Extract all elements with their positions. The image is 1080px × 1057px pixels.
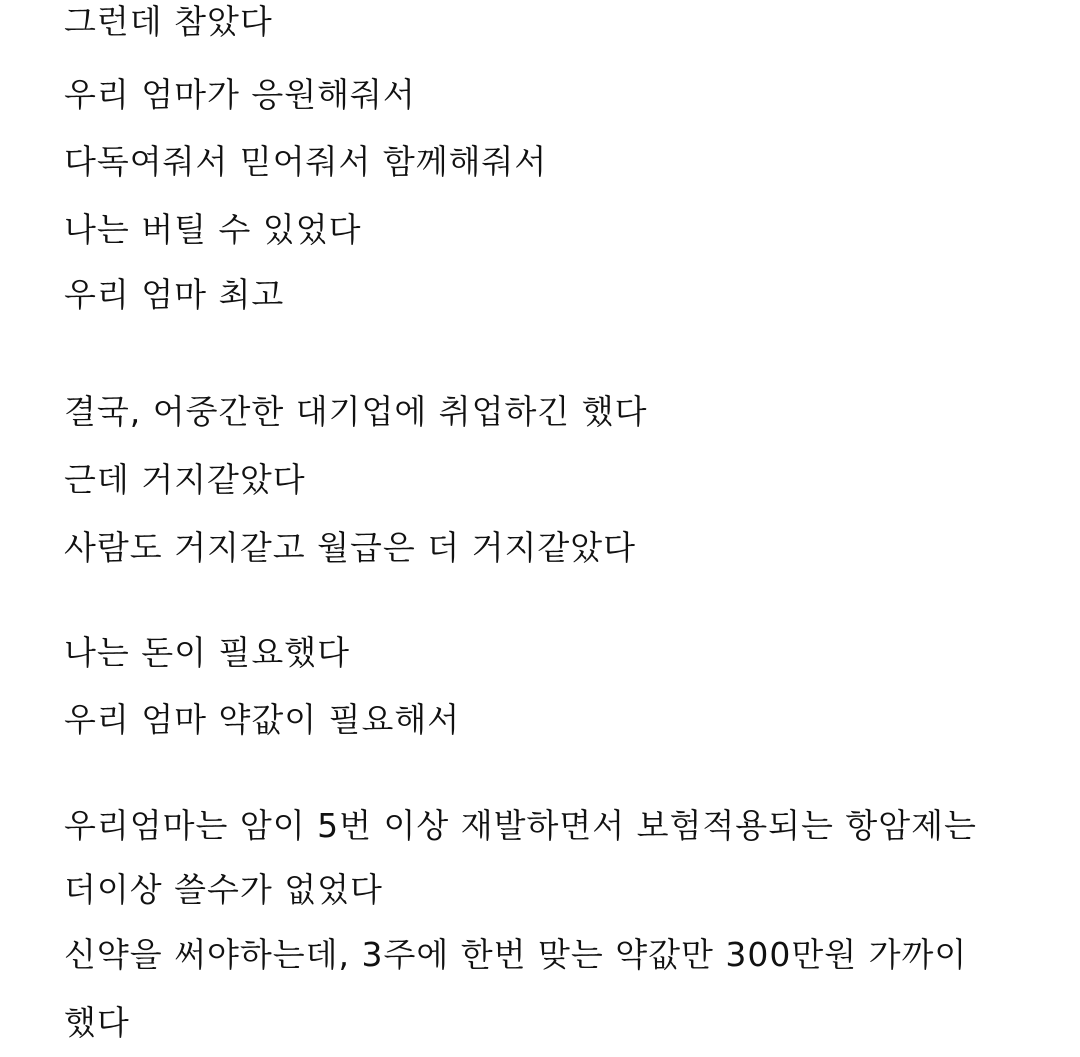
text-line: 그런데 참았다	[64, 2, 273, 41]
text-line: 우리엄마는 암이 5번 이상 재발하면서 보험적용되는 항암제는	[64, 806, 977, 845]
text-line: 했다	[64, 1003, 130, 1042]
text-line: 다독여줘서 믿어줘서 함께해줘서	[64, 142, 548, 181]
text-line: 더이상 쓸수가 없었다	[64, 870, 383, 909]
text-line: 근데 거지같았다	[64, 460, 306, 499]
text-line: 나는 돈이 필요했다	[64, 633, 351, 672]
text-line: 우리 엄마 약값이 필요해서	[64, 700, 461, 739]
text-line: 우리 엄마가 응원해줘서	[64, 75, 416, 114]
text-line: 사람도 거지같고 월급은 더 거지같았다	[64, 528, 637, 567]
text-line: 우리 엄마 최고	[64, 275, 285, 314]
text-line: 나는 버틸 수 있었다	[64, 210, 362, 249]
text-line: 결국, 어중간한 대기업에 취업하긴 했다	[64, 392, 648, 431]
text-line: 신약을 써야하는데, 3주에 한번 맞는 약값만 300만원 가까이	[64, 935, 968, 974]
